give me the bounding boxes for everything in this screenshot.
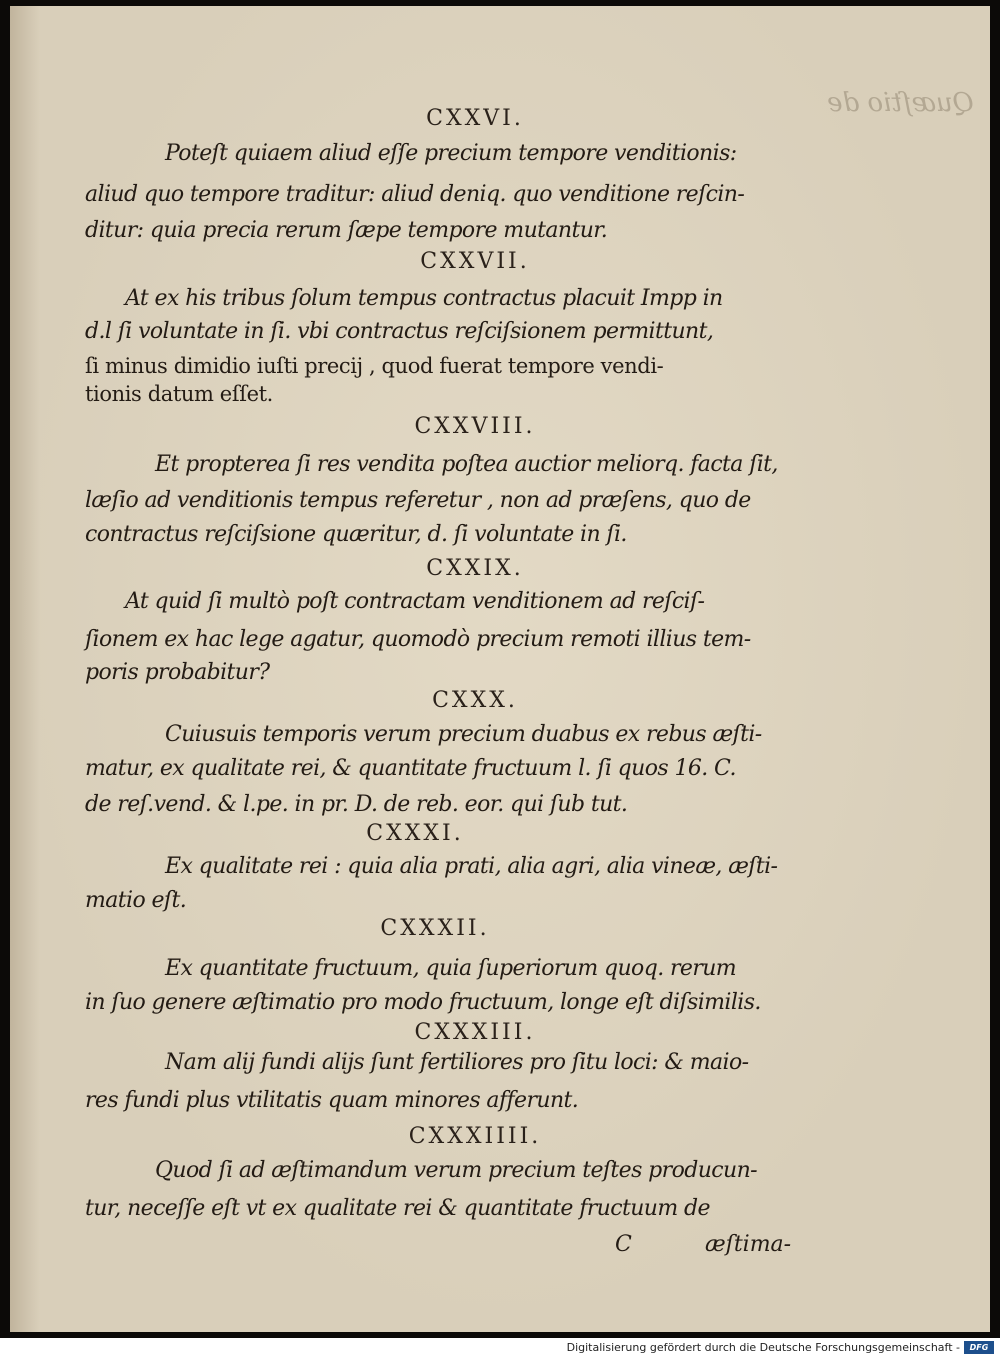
text-line: Ex quantitate fructuum, quia ſuperiorum quoq. rerum xyxy=(165,956,737,981)
text-line: res fundi plus vtilitatis quam minores afferunt. xyxy=(85,1088,579,1113)
text-line: Quod ſi ad æſtimandum verum precium teſtes producun- xyxy=(155,1158,757,1183)
book-page xyxy=(10,6,990,1332)
section-numeral-134: CXXXIIII. xyxy=(408,1124,542,1149)
dfg-logo-icon: DFG xyxy=(964,1341,994,1354)
text-line: aliud quo tempore traditur: aliud deniq. quo venditione reſcin- xyxy=(85,182,745,207)
text-line: matio eſt. xyxy=(85,888,187,913)
section-numeral-133: CXXXIII. xyxy=(414,1020,536,1045)
text-line: contractus reſciſsione quæritur, d. ſi voluntate in ſi. xyxy=(85,522,627,547)
footer-credit: Digitalisierung gefördert durch die Deutsche Forschungsgemeinschaft - xyxy=(566,1341,960,1354)
footer-bar xyxy=(0,1338,1000,1358)
text-line: ſi minus dimidio iuſti precij , quod fuerat tempore vendi- xyxy=(85,354,664,378)
text-line: de reſ.vend. & l.pe. in pr. D. de reb. eor. qui ſub tut. xyxy=(85,792,628,817)
text-line: tur, neceſſe eſt vt ex qualitate rei & quantitate fructuum de xyxy=(85,1196,710,1221)
text-line: At quid ſi multò poſt contractam venditionem ad reſciſ- xyxy=(125,589,705,614)
text-line: poris probabitur? xyxy=(85,660,270,685)
section-numeral-130: CXXX. xyxy=(432,688,518,713)
text-line: matur, ex qualitate rei, & quantitate fructuum l. ſi quos 16. C. xyxy=(85,756,736,781)
show-through-text: Quæſtio de xyxy=(827,88,974,118)
text-line: tionis datum eſſet. xyxy=(85,382,273,406)
catchword: æſtima- xyxy=(705,1232,792,1257)
text-line: Poteſt quiaem aliud eſſe precium tempore venditionis: xyxy=(165,141,737,166)
text-line: At ex his tribus ſolum tempus contractus placuit Impp in xyxy=(125,286,723,311)
section-numeral-132: CXXXII. xyxy=(380,916,490,941)
text-line: ditur: quia precia rerum ſæpe tempore mutantur. xyxy=(85,218,608,243)
signature-mark: C xyxy=(615,1232,632,1257)
section-numeral-126: CXXVI. xyxy=(426,106,524,131)
text-line: læſio ad venditionis tempus referetur , non ad præſens, quo de xyxy=(85,488,751,513)
section-numeral-129: CXXIX. xyxy=(426,556,524,581)
section-numeral-128: CXXVIII. xyxy=(414,414,536,439)
section-numeral-131: CXXXI. xyxy=(366,821,464,846)
text-line: Ex qualitate rei : quia alia prati, alia agri, alia vineæ, æſti- xyxy=(165,854,778,879)
text-line: Nam alij fundi alijs ſunt fertiliores pro ſitu loci: & maio- xyxy=(165,1050,749,1075)
text-line: Cuiusuis temporis verum precium duabus ex rebus æſti- xyxy=(165,722,762,747)
text-line: d.l ſi voluntate in ſi. vbi contractus reſciſsionem permittunt, xyxy=(85,319,714,344)
text-line: Et propterea ſi res vendita poſtea auctior meliorq. facta ſit, xyxy=(155,452,778,477)
section-numeral-127: CXXVII. xyxy=(420,249,530,274)
text-line: ſionem ex hac lege agatur, quomodò precium remoti illius tem- xyxy=(85,627,751,652)
text-line: in ſuo genere æſtimatio pro modo fructuum, longe eſt diſsimilis. xyxy=(85,990,761,1015)
